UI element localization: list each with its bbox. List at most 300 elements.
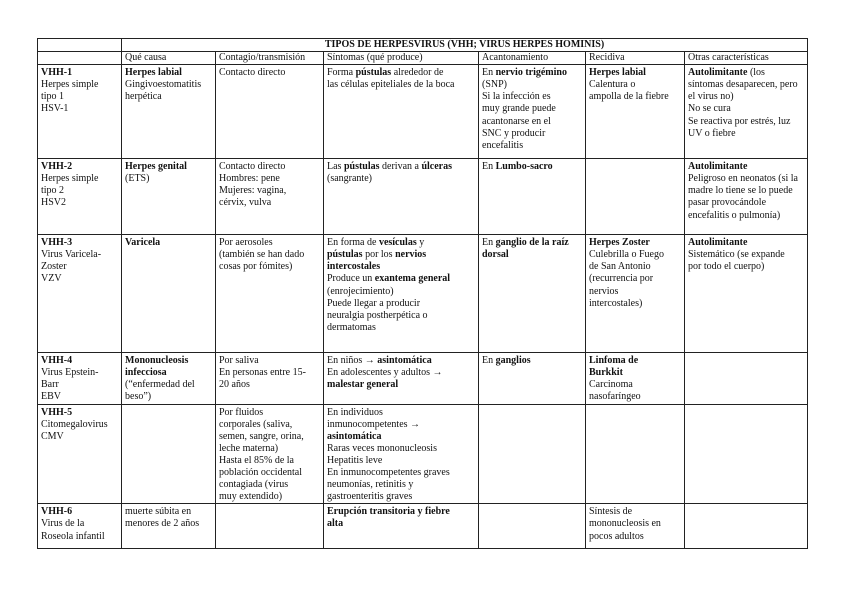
text: Raras veces mononucleosis (327, 442, 437, 454)
cell-line (327, 322, 475, 334)
text: Puede llegar a producir (327, 297, 421, 309)
cell-line (327, 67, 475, 79)
virus-rows (38, 65, 808, 549)
table-cell (216, 159, 324, 235)
text: las células epiteliales de la boca (327, 79, 455, 91)
cell-line (482, 128, 582, 140)
cell-line (327, 261, 475, 273)
bold-text: malestar general (327, 379, 399, 391)
text: En individuos (327, 406, 383, 418)
bold-text: Herpes labial (589, 67, 646, 79)
bold-text: Erupción transitoria y fiebre (327, 506, 450, 518)
cell-line (327, 491, 475, 503)
cell-line (327, 518, 475, 530)
cell-line (589, 286, 681, 298)
text: muerte súbita en (125, 506, 192, 518)
text: derivan a (379, 161, 422, 173)
cell-line (219, 185, 320, 197)
cell-line (219, 367, 320, 379)
table-cell (38, 404, 122, 504)
virus-row (38, 235, 808, 353)
cell-line (688, 261, 804, 273)
text: madre lo tiene se lo puede (688, 185, 793, 197)
cell-line (589, 379, 681, 391)
cell-line (688, 197, 804, 209)
cell-line (327, 419, 475, 431)
table-cell (685, 504, 808, 549)
text: contagiada (virus (219, 479, 289, 491)
text: Por fluidos (219, 406, 264, 418)
text: CMV (41, 430, 64, 442)
cell-line (327, 286, 475, 298)
text: Produce un (327, 273, 375, 285)
cell-line (219, 173, 320, 185)
text: por los (362, 249, 396, 261)
bold-text: Linfoma de (589, 355, 639, 367)
cell-line (125, 67, 212, 79)
cell-line (327, 455, 475, 467)
table-cell (38, 159, 122, 235)
table-cell (586, 159, 685, 235)
text: nervios (589, 285, 619, 297)
cell-line (125, 91, 212, 103)
cell-line (41, 261, 118, 273)
virus-row (38, 65, 808, 159)
text: Peligroso en neonatos (si la (688, 173, 798, 185)
bold-text: Herpes genital (125, 161, 187, 173)
table-cell (685, 235, 808, 353)
table-header-row (38, 52, 808, 65)
cell-line (41, 391, 118, 403)
text: Herpes simple (41, 79, 99, 91)
bold-text: pústulas (343, 161, 380, 173)
text: neumonías, retinitis y (327, 479, 414, 491)
text: herpética (125, 91, 162, 103)
text: nasofaríngeo (589, 391, 641, 403)
cell-line (327, 431, 475, 443)
cell-line (589, 391, 681, 403)
cell-line (482, 355, 582, 367)
cell-line (482, 140, 582, 152)
cell-line (41, 103, 118, 115)
text: Herpes simple (41, 173, 99, 185)
cell-line (688, 249, 804, 261)
table-cell (122, 353, 216, 404)
cell-line (589, 367, 681, 379)
header-cell: Acantonamiento (479, 52, 586, 65)
text: Gingivoestomatitis (125, 79, 202, 91)
cell-line (589, 531, 681, 543)
text: EBV (41, 391, 61, 403)
cell-line (41, 79, 118, 91)
cell-line (125, 161, 212, 173)
cell-line (41, 173, 118, 185)
cell-line (688, 237, 804, 249)
cell-line (41, 197, 118, 209)
text: (recurrencia por (589, 273, 654, 285)
cell-line (482, 249, 582, 261)
text: (enrojecimiento) (327, 285, 394, 297)
text: corporales (saliva, (219, 418, 293, 430)
cell-line (41, 355, 118, 367)
text: En (482, 161, 496, 173)
text: En niños → (327, 355, 378, 367)
text: inmunocompetentes → (327, 418, 421, 430)
text: intercostales) (589, 297, 643, 309)
cell-line (219, 379, 320, 391)
bold-text: nervio trigémino (495, 67, 567, 79)
cell-line (219, 67, 320, 79)
text: VZV (41, 273, 62, 285)
bold-text: Herpes Zoster (589, 237, 650, 249)
text: Sistemático (se expande (688, 249, 785, 261)
text: 20 años (219, 379, 250, 391)
cell-line (41, 185, 118, 197)
cell-line (219, 443, 320, 455)
text: neuralgia postherpética o (327, 309, 428, 321)
cell-line (482, 103, 582, 115)
bold-text: Lumbo-sacro (495, 161, 553, 173)
header-cell: Contagio/transmisión (216, 52, 324, 65)
bold-text: Mononucleosis (125, 355, 189, 367)
bold-text: asintomática (327, 430, 382, 442)
header-cell: Otras características (685, 52, 808, 65)
table-cell (38, 65, 122, 159)
cell-line (219, 419, 320, 431)
cell-line (125, 237, 212, 249)
header-cell: Qué causa (122, 52, 216, 65)
herpesvirus-table (37, 38, 808, 549)
table-cell (586, 235, 685, 353)
cell-line (219, 467, 320, 479)
cell-line (482, 161, 582, 173)
cell-line (41, 419, 118, 431)
cell-line (41, 367, 118, 379)
cell-line (219, 431, 320, 443)
text: semen, sangre, orina, (219, 430, 304, 442)
table-cell (216, 65, 324, 159)
text: pocos adultos (589, 530, 644, 542)
table-cell (479, 504, 586, 549)
table-cell (122, 504, 216, 549)
text: Se reactiva por estrés, luz (688, 115, 791, 127)
cell-line (219, 249, 320, 261)
text: acantonarse en el (482, 115, 551, 127)
table-cell (122, 65, 216, 159)
bold-text: VHH-4 (41, 355, 73, 367)
text: cérvix, vulva (219, 197, 272, 209)
text: cosas por fómites) (219, 261, 293, 273)
bold-text: ganglios (495, 355, 531, 367)
cell-line (41, 531, 118, 543)
bold-text: VHH-3 (41, 237, 73, 249)
text: y (416, 237, 425, 249)
text: Contacto directo (219, 161, 286, 173)
text: gastroenteritis graves (327, 491, 413, 503)
cell-line (125, 391, 212, 403)
cell-line (688, 173, 804, 185)
bold-text: dorsal (482, 249, 509, 261)
table-cell (586, 65, 685, 159)
text: dermatomas (327, 321, 376, 333)
cell-line (327, 355, 475, 367)
bold-text: VHH-1 (41, 67, 73, 79)
cell-line (482, 91, 582, 103)
cell-line (219, 491, 320, 503)
table-cell (38, 235, 122, 353)
bold-text: úlceras (421, 161, 453, 173)
text: Calentura o (589, 79, 636, 91)
virus-row (38, 504, 808, 549)
table-cell (216, 353, 324, 404)
text: Barr (41, 379, 59, 391)
table-cell (479, 404, 586, 504)
cell-line (219, 355, 320, 367)
cell-line (327, 249, 475, 261)
cell-line (327, 407, 475, 419)
cell-line (125, 355, 212, 367)
table-cell (685, 404, 808, 504)
bold-text: pústulas (327, 249, 363, 261)
cell-line (41, 161, 118, 173)
cell-line (327, 237, 475, 249)
text: muy extendido) (219, 491, 283, 503)
table-title-spacer (38, 39, 122, 52)
text: Las (327, 161, 344, 173)
text: UV o fiebre (688, 127, 736, 139)
table-cell (479, 159, 586, 235)
bold-text: exantema general (374, 273, 451, 285)
text: Carcinoma (589, 379, 633, 391)
text: (SNP) (482, 79, 508, 91)
cell-line (327, 273, 475, 285)
cell-line (327, 379, 475, 391)
text: En inmunocompetentes graves (327, 467, 450, 479)
cell-line (219, 479, 320, 491)
table-cell (216, 504, 324, 549)
table-cell (479, 353, 586, 404)
table-cell (216, 404, 324, 504)
text: (“enfermedad del (125, 379, 195, 391)
cell-line (589, 79, 681, 91)
cell-line (327, 79, 475, 91)
cell-line (125, 79, 212, 91)
cell-line (589, 237, 681, 249)
table-cell (122, 235, 216, 353)
text: En (482, 237, 496, 249)
text: de San Antonio (589, 261, 651, 273)
cell-line (482, 116, 582, 128)
cell-line (41, 91, 118, 103)
text: alrededor de (391, 67, 444, 79)
table-cell (685, 159, 808, 235)
text: Roseola infantil (41, 530, 105, 542)
cell-line (125, 518, 212, 530)
cell-line (327, 173, 475, 185)
cell-line (589, 67, 681, 79)
text: síntomas desaparecen, pero (688, 79, 798, 91)
text: Mujeres: vagina, (219, 185, 287, 197)
cell-line (327, 298, 475, 310)
text: ampolla de la fiebre (589, 91, 669, 103)
table-cell (324, 65, 479, 159)
table-cell (586, 404, 685, 504)
table-cell (586, 504, 685, 549)
text: pasar provocándole (688, 197, 767, 209)
text: población occidental (219, 467, 303, 479)
text: No se cura (688, 103, 731, 115)
bold-text: Autolimitante (688, 67, 748, 79)
text: (también se han dado (219, 249, 305, 261)
text: HSV2 (41, 197, 67, 209)
cell-line (219, 407, 320, 419)
table-title-row (38, 39, 808, 52)
bold-text: Autolimitante (688, 237, 748, 249)
text: tipo 1 (41, 91, 65, 103)
cell-line (41, 407, 118, 419)
header-cell: Recidiva (586, 52, 685, 65)
table-cell (324, 235, 479, 353)
text: encefalitis (482, 139, 524, 151)
cell-line (327, 506, 475, 518)
text: menores de 2 años (125, 518, 200, 530)
text: Contacto directo (219, 67, 286, 79)
table-cell (122, 159, 216, 235)
cell-line (482, 237, 582, 249)
text: Culebrilla o Fuego (589, 249, 664, 261)
table-title: TIPOS DE HERPESVIRUS (VHH; VIRUS HERPES HOMINIS) (122, 39, 808, 52)
text: Virus Varicela- (41, 249, 102, 261)
text: (sangrante) (327, 173, 372, 185)
table-cell (479, 65, 586, 159)
text: Zoster (41, 261, 67, 273)
cell-line (41, 273, 118, 285)
table-cell (38, 504, 122, 549)
text: SNC y producir (482, 127, 546, 139)
text: Hombres: pene (219, 173, 280, 185)
cell-line (688, 67, 804, 79)
cell-line (125, 173, 212, 185)
cell-line (589, 298, 681, 310)
bold-text: infecciosa (125, 367, 167, 379)
text: Por aerosoles (219, 237, 273, 249)
text: Forma (327, 67, 356, 79)
text: Hasta el 85% de la (219, 454, 294, 466)
cell-line (589, 518, 681, 530)
text: (ETS) (125, 173, 150, 185)
cell-line (41, 67, 118, 79)
text: mononucleosis en (589, 518, 661, 530)
text: Por saliva (219, 355, 259, 367)
text: En (482, 355, 496, 367)
cell-line (589, 273, 681, 285)
table-cell (324, 353, 479, 404)
table-cell (479, 235, 586, 353)
header-cell: Síntomas (qué produce) (324, 52, 479, 65)
text: HSV-1 (41, 103, 69, 115)
bold-text: Burkkit (589, 367, 623, 379)
cell-line (219, 455, 320, 467)
text: En (482, 67, 496, 79)
cell-line (688, 116, 804, 128)
cell-line (589, 249, 681, 261)
cell-line (41, 249, 118, 261)
bold-text: VHH-6 (41, 506, 73, 518)
text: el virus no) (688, 91, 734, 103)
virus-row (38, 353, 808, 404)
bold-text: pústulas (355, 67, 392, 79)
table-cell (324, 504, 479, 549)
cell-line (125, 379, 212, 391)
text: Virus Epstein- (41, 367, 99, 379)
bold-text: intercostales (327, 261, 381, 273)
cell-line (219, 261, 320, 273)
cell-line (125, 506, 212, 518)
text: En personas entre 15- (219, 367, 306, 379)
text: encefalitis o pulmonía) (688, 209, 781, 221)
bold-text: Autolimitante (688, 161, 748, 173)
cell-line (327, 443, 475, 455)
virus-row (38, 404, 808, 504)
table-cell (216, 235, 324, 353)
cell-line (688, 103, 804, 115)
cell-line (688, 79, 804, 91)
text: Hepatitis leve (327, 454, 383, 466)
cell-line (41, 431, 118, 443)
table-cell (685, 353, 808, 404)
text: leche materna) (219, 442, 279, 454)
text: por todo el cuerpo) (688, 261, 765, 273)
cell-line (589, 261, 681, 273)
table-cell (38, 353, 122, 404)
cell-line (41, 518, 118, 530)
text: Síntesis de (589, 506, 633, 518)
cell-line (688, 161, 804, 173)
bold-text: ganglio de la raíz (495, 237, 569, 249)
cell-line (125, 367, 212, 379)
bold-text: VHH-2 (41, 161, 73, 173)
bold-text: VHH-5 (41, 406, 73, 418)
cell-line (589, 355, 681, 367)
text: (los (747, 67, 765, 79)
cell-line (589, 91, 681, 103)
table-cell (586, 353, 685, 404)
cell-line (688, 210, 804, 222)
bold-text: alta (327, 518, 344, 530)
bold-text: nervios (395, 249, 427, 261)
cell-line (688, 91, 804, 103)
text: muy grande puede (482, 103, 556, 115)
cell-line (688, 128, 804, 140)
text: beso”) (125, 391, 152, 403)
virus-row (38, 159, 808, 235)
cell-line (219, 197, 320, 209)
table-cell (324, 159, 479, 235)
cell-line (41, 379, 118, 391)
header-cell (38, 52, 122, 65)
cell-line (327, 161, 475, 173)
cell-line (327, 310, 475, 322)
text: Si la infección es (482, 91, 551, 103)
cell-line (327, 467, 475, 479)
cell-line (219, 161, 320, 173)
bold-text: vesículas (378, 237, 417, 249)
text: Virus de la (41, 518, 85, 530)
cell-line (688, 185, 804, 197)
table-cell (685, 65, 808, 159)
text: En adolescentes y adultos → (327, 367, 443, 379)
cell-line (589, 506, 681, 518)
